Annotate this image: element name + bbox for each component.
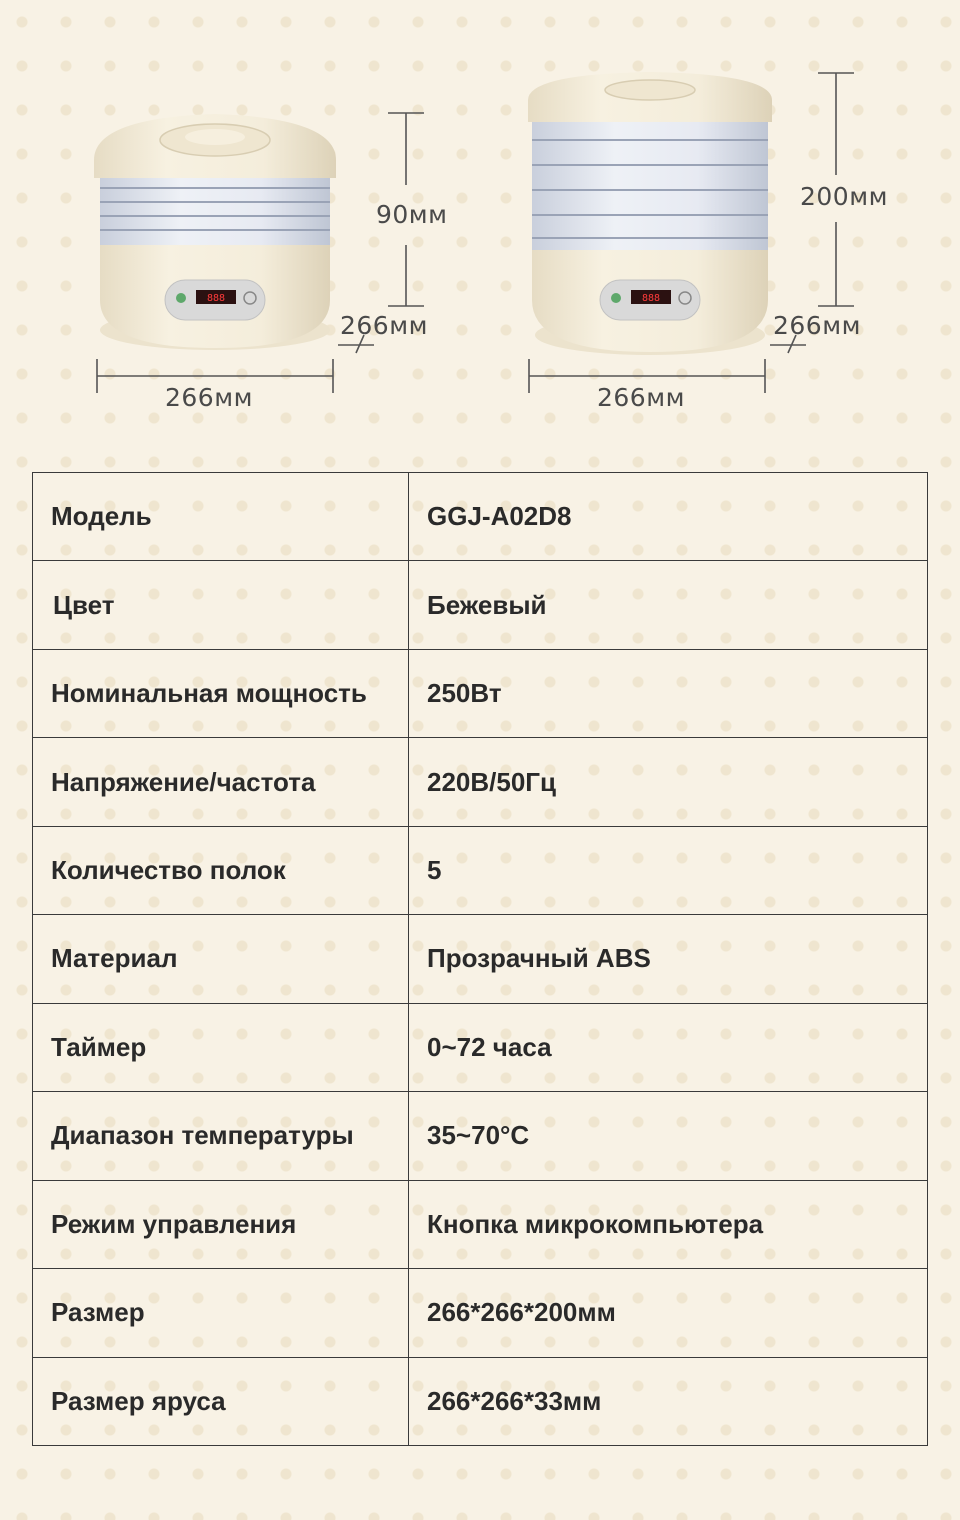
table-row	[33, 1269, 928, 1357]
table-row	[33, 1357, 928, 1445]
spec-param: Номинальная мощность	[33, 649, 409, 737]
table-row	[33, 473, 928, 561]
spec-param: Размер	[33, 1269, 409, 1357]
right-depth-label: 266мм	[773, 311, 861, 340]
table-row	[33, 826, 928, 914]
right-width-label: 266мм	[597, 383, 685, 412]
spec-param: Модель	[33, 473, 409, 561]
spec-param: Цвет	[33, 561, 409, 649]
right-height-label: 200мм	[800, 182, 888, 211]
spec-value: 35~70°C	[409, 1092, 928, 1180]
spec-param: Размер яруса	[33, 1357, 409, 1445]
spec-value: 220В/50Гц	[409, 738, 928, 826]
spec-value: Бежевый	[409, 561, 928, 649]
spec-value: Прозрачный ABS	[409, 915, 928, 1003]
spec-value: Кнопка микрокомпьютера	[409, 1180, 928, 1268]
spec-value: 266*266*33мм	[409, 1357, 928, 1445]
table-row	[33, 1092, 928, 1180]
table-row	[33, 1180, 928, 1268]
table-row	[33, 915, 928, 1003]
table-row	[33, 649, 928, 737]
left-width-label: 266мм	[165, 383, 253, 412]
spec-param: Режим управления	[33, 1180, 409, 1268]
dehydrator-left	[94, 114, 336, 350]
dehydrator-right	[528, 72, 772, 355]
spec-param: Материал	[33, 915, 409, 1003]
left-display-digits: 888	[206, 293, 226, 304]
table-row	[33, 1003, 928, 1091]
product-dimensions-section	[0, 0, 960, 440]
product-illustrations	[0, 0, 960, 440]
spec-param: Количество полок	[33, 826, 409, 914]
table-row	[33, 738, 928, 826]
right-display-digits: 888	[641, 293, 661, 304]
table-row	[33, 561, 928, 649]
spec-param: Диапазон температуры	[33, 1092, 409, 1180]
spec-value: GGJ-A02D8	[409, 473, 928, 561]
spec-value: 250Вт	[409, 649, 928, 737]
spec-table	[32, 472, 928, 1446]
spec-param: Таймер	[33, 1003, 409, 1091]
spec-value: 0~72 часа	[409, 1003, 928, 1091]
spec-value: 266*266*200мм	[409, 1269, 928, 1357]
left-depth-label: 266мм	[340, 311, 428, 340]
spec-value: 5	[409, 826, 928, 914]
spec-param: Напряжение/частота	[33, 738, 409, 826]
left-height-label: 90мм	[376, 200, 448, 229]
